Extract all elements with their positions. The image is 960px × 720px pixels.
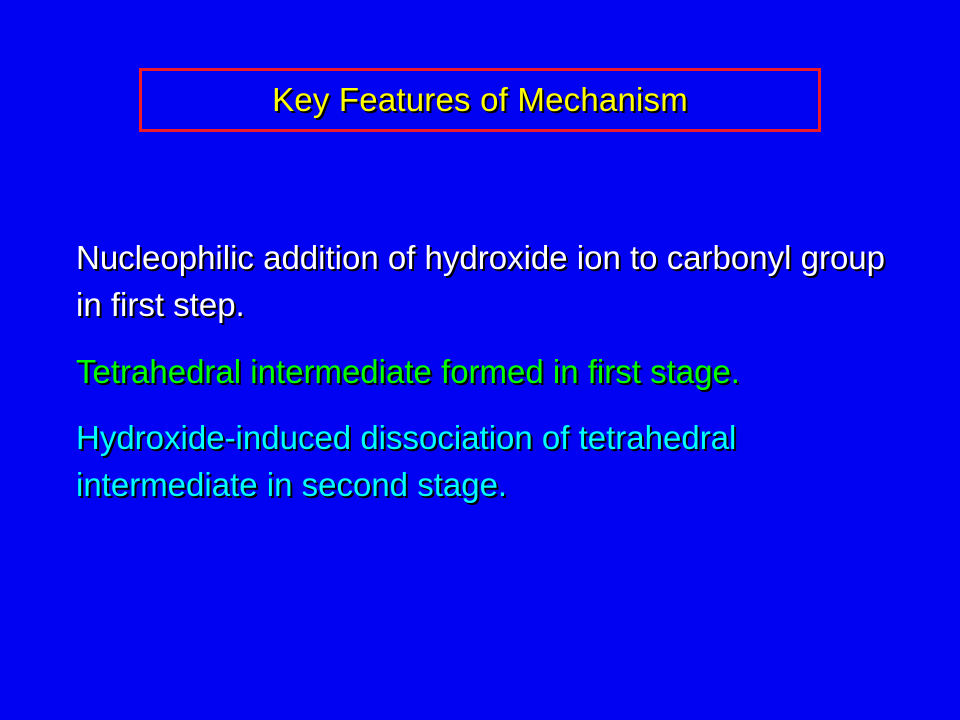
slide-title: Key Features of Mechanism <box>272 81 688 118</box>
title-box <box>139 68 821 132</box>
bullet-item-hydroxide-dissociation: Hydroxide-induced dissociation of tetrahedral intermediate in second stage. <box>76 419 737 503</box>
bullet-item-nucleophilic-addition: Nucleophilic addition of hydroxide ion to carbonyl group in first step. <box>76 239 885 323</box>
bullet-item-tetrahedral-intermediate: Tetrahedral intermediate formed in first stage. <box>76 353 740 390</box>
bullet-list <box>76 234 896 528</box>
